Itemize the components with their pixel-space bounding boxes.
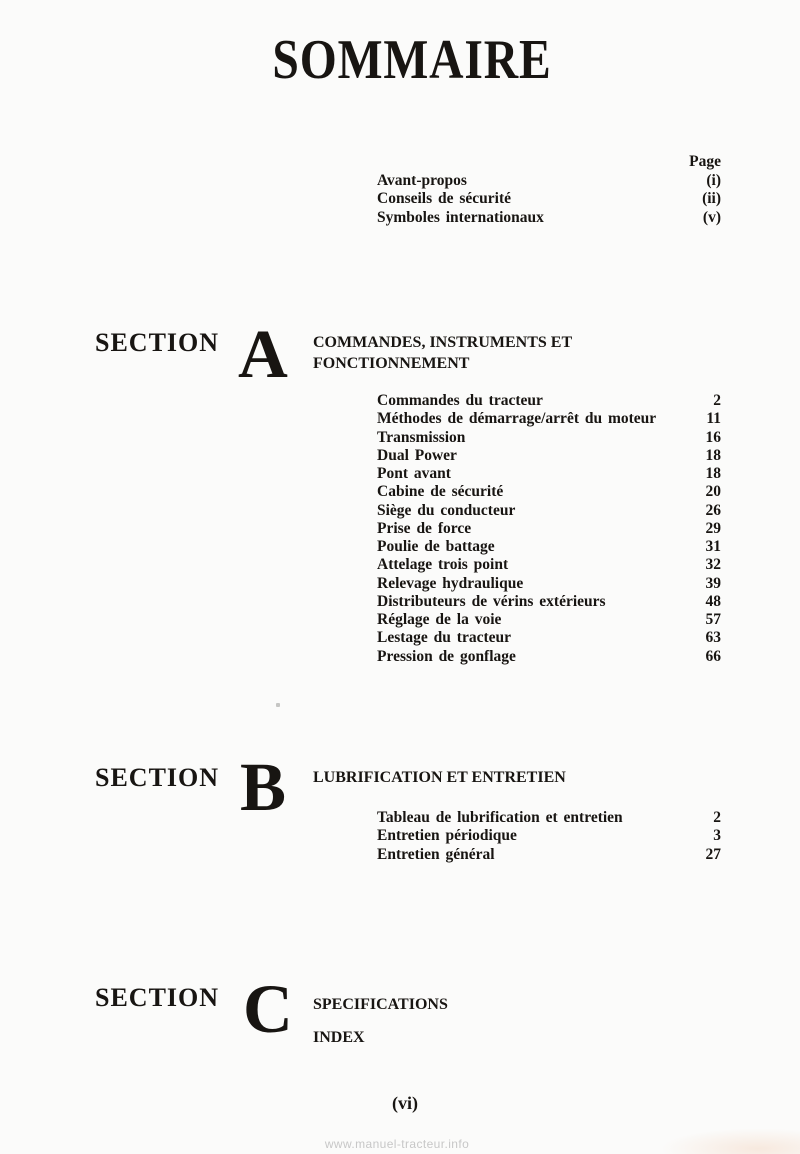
toc-item-page: 2: [713, 808, 721, 826]
toc-item-page: 57: [705, 611, 721, 628]
toc-item-label: Tableau de lubrification et entretien: [377, 808, 623, 826]
section-title-line: FONCTIONNEMENT: [313, 355, 470, 372]
toc-item-page: 11: [706, 410, 721, 428]
toc-row: [377, 827, 721, 846]
toc-row: [377, 611, 721, 629]
toc-row: [377, 172, 721, 191]
toc-item-page: 16: [705, 428, 721, 446]
toc-row: [377, 538, 721, 556]
scan-smudge: [660, 1128, 800, 1154]
section-title-line: LUBRIFICATION ET ENTRETIEN: [313, 769, 566, 786]
toc-item-label: Entretien général: [377, 845, 495, 863]
section-letter: B: [240, 749, 287, 825]
toc-item-label: Réglage de la voie: [377, 611, 502, 628]
toc-item-label: Prise de force: [377, 519, 472, 537]
section-b-toc: [377, 809, 721, 865]
section-title: [313, 332, 572, 374]
toc-row: [377, 465, 721, 483]
toc-row: [377, 846, 721, 865]
toc-row: [377, 575, 721, 593]
toc-row: [377, 392, 721, 410]
page-title: SOMMAIRE: [272, 29, 552, 91]
section-keyword: SECTION: [95, 328, 220, 357]
toc-item-page: 63: [705, 629, 721, 647]
toc-row: [377, 629, 721, 647]
toc-item-page: 3: [713, 827, 721, 845]
toc-item-page: 20: [705, 483, 721, 501]
section-keyword: SECTION: [95, 763, 220, 792]
toc-row: [377, 190, 721, 209]
toc-item-label: Attelage trois point: [377, 556, 509, 574]
toc-item-label: Distributeurs de vérins extérieurs: [377, 592, 606, 610]
toc-row: [377, 209, 721, 228]
toc-item-label: Dual Power: [377, 446, 457, 464]
section-title-line: SPECIFICATIONS: [313, 996, 448, 1013]
toc-item-page: (ii): [702, 190, 721, 208]
section-title: [313, 767, 566, 788]
section-title-line: INDEX: [313, 1029, 365, 1046]
scan-speck: [276, 703, 280, 707]
toc-item-page: 31: [705, 538, 721, 555]
toc-row: [377, 502, 721, 520]
section-letter: A: [238, 316, 288, 392]
toc-row: [377, 809, 721, 828]
toc-row: [377, 556, 721, 574]
toc-item-label: Transmission: [377, 428, 466, 446]
toc-item-page: (i): [706, 171, 721, 189]
toc-item-page: 26: [705, 501, 721, 519]
toc-item-label: Siège du conducteur: [377, 501, 516, 519]
toc-item-label: Conseils de sécurité: [377, 190, 512, 208]
toc-row: [377, 593, 721, 611]
toc-item-page: 18: [705, 446, 721, 464]
toc-item-page: 66: [705, 647, 721, 665]
toc-item-page: 48: [705, 592, 721, 610]
toc-item-label: Symboles internationaux: [377, 208, 544, 226]
toc-item-label: Avant-propos: [377, 171, 467, 189]
toc-item-page: 27: [705, 845, 721, 863]
toc-item-page: 18: [705, 465, 721, 482]
toc-item-page: 29: [705, 519, 721, 537]
toc-item-label: Pression de gonflage: [377, 647, 516, 665]
watermark-text: www.manuel-tracteur.info: [324, 1137, 470, 1151]
toc-item-label: Poulie de battage: [377, 538, 495, 555]
toc-item-label: Méthodes de démarrage/arrêt du moteur: [377, 410, 657, 428]
toc-row: [377, 483, 721, 501]
section-letter: C: [243, 971, 293, 1047]
toc-row: [377, 520, 721, 538]
toc-item-label: Relevage hydraulique: [377, 574, 524, 592]
toc-row: [377, 410, 721, 428]
front-matter-toc: [377, 153, 721, 227]
section-a-toc: [377, 392, 721, 666]
toc-item-page: 2: [713, 392, 721, 409]
toc-row: [377, 648, 721, 666]
toc-item-page: 39: [705, 574, 721, 592]
toc-row: [377, 429, 721, 447]
section-title-line: COMMANDES, INSTRUMENTS ET: [313, 334, 573, 351]
toc-item-page: 32: [705, 556, 721, 574]
toc-row: [377, 447, 721, 465]
toc-item-label: Commandes du tracteur: [377, 392, 543, 409]
section-title: [313, 988, 448, 1054]
toc-item-label: Cabine de sécurité: [377, 483, 504, 501]
page-column-header: Page: [689, 153, 721, 170]
toc-item-label: Entretien périodique: [377, 827, 517, 845]
footer-page-number: (vi): [392, 1093, 418, 1113]
toc-item-label: Lestage du tracteur: [377, 629, 511, 647]
section-keyword: SECTION: [95, 983, 220, 1012]
toc-item-label: Pont avant: [377, 465, 451, 482]
toc-item-page: (v): [702, 208, 721, 226]
